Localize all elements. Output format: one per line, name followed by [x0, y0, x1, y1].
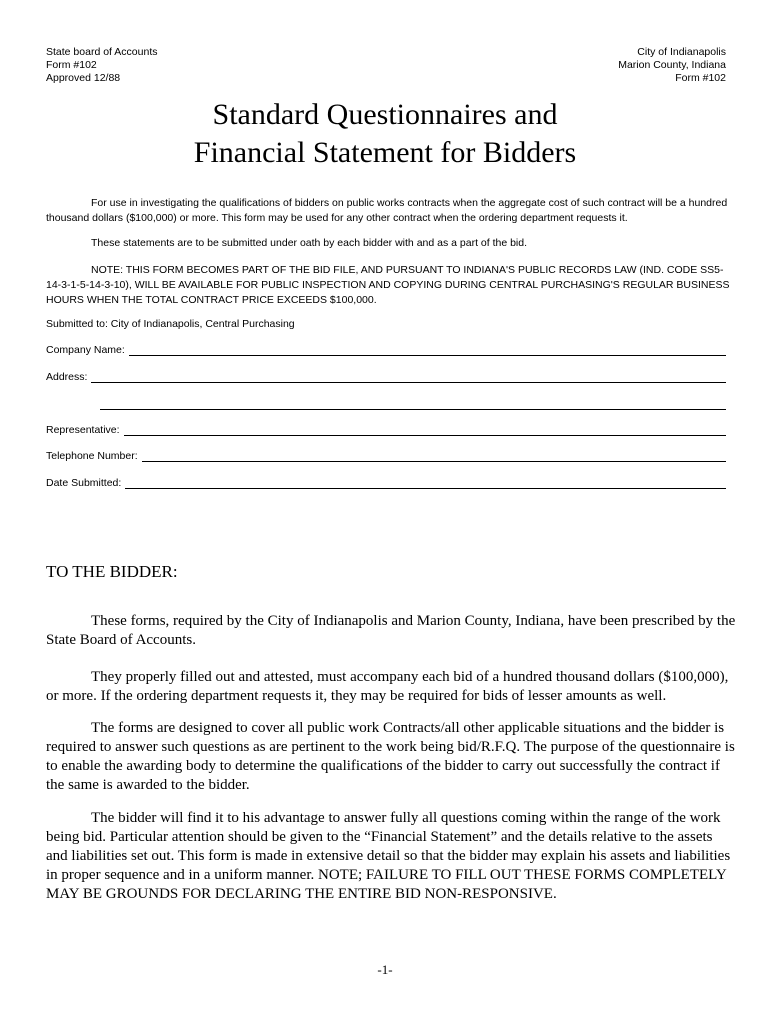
body-paragraph: They properly filled out and attested, must accompany each bid of a hundred thousand dollars ($100,000), or more. If the ordering department requests it, they may be required for bids of lesser amounts as well. [46, 669, 729, 704]
page-number: -1- [377, 962, 393, 977]
body-paragraph: The forms are designed to cover all public work Contracts/all other applicable situations and the bidder is required to answer such questions as are pertinent to the work being bid/R.F.Q. The purpose of the questionnaire is to enable the awarding body to determine the qualifications of the bidder to carry out successfully the contract if the same is awarded to the bidder. [46, 720, 735, 793]
field-label: Company Name: [46, 344, 125, 356]
address-input[interactable] [91, 371, 726, 383]
field-label: Telephone Number: [46, 450, 138, 462]
page-title [0, 96, 770, 172]
field-label: Date Submitted: [46, 477, 122, 489]
date-submitted-field[interactable] [46, 477, 726, 489]
company-name-field[interactable] [46, 344, 726, 356]
body-paragraph: These forms, required by the City of Indianapolis and Marion County, Indiana, have been prescribed by the State Board of Accounts. [46, 613, 736, 648]
header-line: Form #102 [675, 72, 726, 84]
address-line-2-input[interactable] [100, 398, 726, 410]
to-the-bidder-heading: TO THE BIDDER: [46, 562, 178, 581]
date-submitted-input[interactable] [125, 477, 726, 489]
field-label: Address: [46, 371, 88, 383]
representative-input[interactable] [124, 424, 726, 436]
title-line: Financial Statement for Bidders [193, 136, 577, 169]
representative-field[interactable] [46, 424, 726, 436]
body-paragraph: The bidder will find it to his advantage to answer fully all questions coming within the range of the work being bid. Particular attention should be given to the “Financial Statement” and the details relative to the assets and liabilities set out. This form is made in extensive detail so that the bidder may explain his assets and liabilities in proper sequence and in a uniform manner. NOTE; FAILURE TO FILL OUT THESE FORMS COMPLETELY MAY BE GROUNDS FOR DECLARING THE ENTIRE BID NON-RESPONSIVE. [46, 810, 731, 902]
header-line: State board of Accounts [46, 46, 158, 58]
header-line: Form #102 [46, 59, 97, 71]
intro-paragraph: For use in investigating the qualifications of bidders on public works contracts when the aggregate cost of such contract will be a hundred thousand dollars ($100,000) or more. This form may be used for any other contract when the ordering department requests it. [46, 197, 728, 224]
header-line: Approved 12/88 [46, 72, 121, 84]
header-line: City of Indianapolis [637, 46, 726, 58]
telephone-field[interactable] [46, 450, 726, 462]
header-right [618, 46, 726, 85]
telephone-input[interactable] [142, 450, 726, 462]
note-paragraph: NOTE: THIS FORM BECOMES PART OF THE BID FILE, AND PURSUANT TO INDIANA'S PUBLIC RECORDS LAW (IND. CODE SS5-14-3-1-5-14-3-10), WILL BE AVAILABLE FOR PUBLIC INSPECTION AND COPYING DURING CENTRAL PURCHASING'S REGULAR BUSINESS HOURS WHEN THE TOTAL CONTRACT PRICE EXCEEDS $100,000. [46, 264, 730, 306]
intro-paragraph: These statements are to be submitted under oath by each bidder with and as a part of the bid. [91, 237, 528, 249]
company-name-input[interactable] [129, 344, 726, 356]
header-left [46, 46, 158, 85]
field-label: Representative: [46, 424, 120, 436]
title-line: Standard Questionnaires and [212, 98, 558, 131]
submitted-to: Submitted to: City of Indianapolis, Central Purchasing [46, 318, 295, 330]
address-field[interactable] [46, 371, 726, 383]
header-line: Marion County, Indiana [618, 59, 726, 71]
address-line-2-field[interactable] [96, 398, 726, 410]
